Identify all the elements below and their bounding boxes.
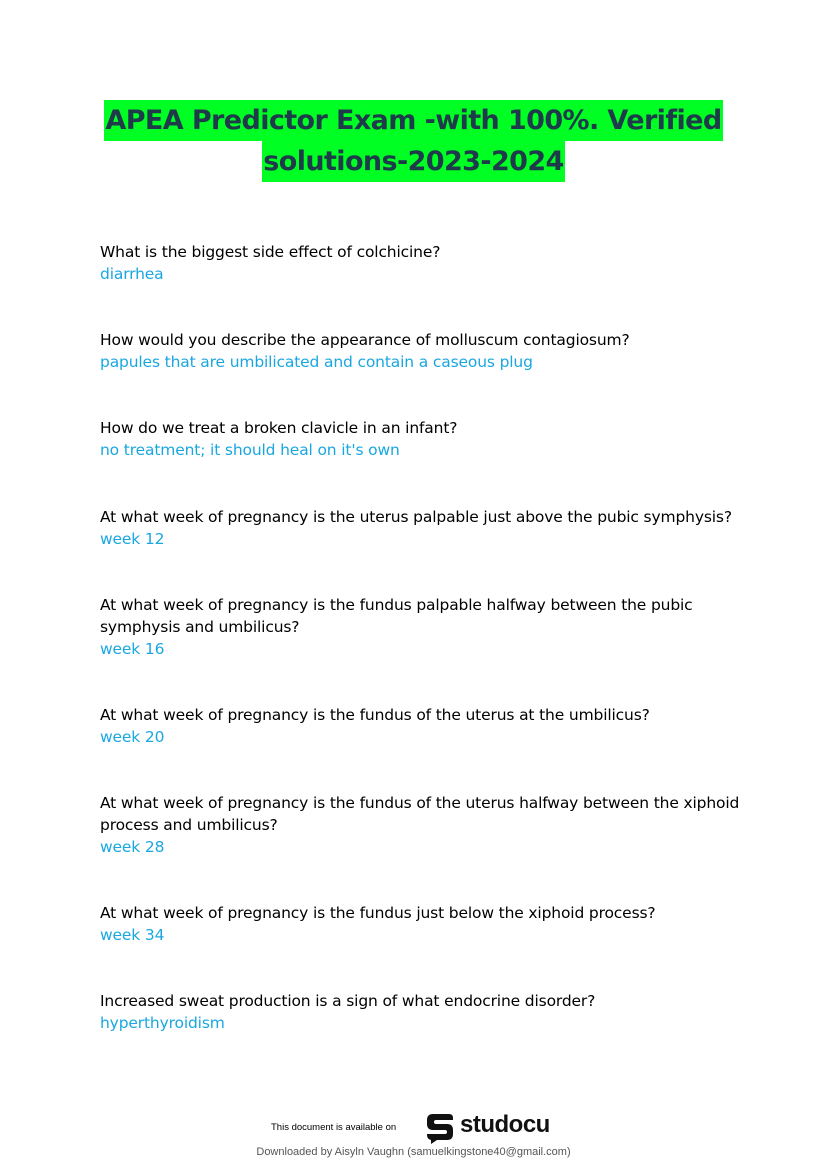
downloaded-by-text: Downloaded by Aisyln Vaughn (samuelkingstone40@gmail.com)	[256, 1146, 571, 1158]
title-line-2: solutions-2023-2024	[262, 141, 564, 182]
qa-item	[100, 417, 740, 461]
answer-text: week 28	[100, 838, 165, 856]
qa-item	[100, 594, 740, 660]
question-text: At what week of pregnancy is the fundus of the uterus halfway between the xiphoid process and umbilicus?	[100, 794, 740, 834]
page-footer	[0, 1108, 827, 1168]
question-text: At what week of pregnancy is the fundus palpable halfway between the pubic symphysis and umbilicus?	[100, 596, 693, 636]
qa-item	[100, 902, 740, 946]
question-text: How would you describe the appearance of molluscum contagiosum?	[100, 331, 630, 349]
title-line-1: APEA Predictor Exam -with 100%. Verified	[104, 100, 722, 141]
document-title	[0, 100, 827, 182]
qa-item	[100, 792, 740, 858]
question-text: At what week of pregnancy is the fundus just below the xiphoid process?	[100, 904, 656, 922]
available-on-text: This document is available on	[271, 1122, 397, 1133]
question-text: How do we treat a broken clavicle in an infant?	[100, 419, 458, 437]
answer-text: week 34	[100, 926, 165, 944]
question-text: At what week of pregnancy is the uterus palpable just above the pubic symphysis?	[100, 508, 732, 526]
qa-item	[100, 704, 740, 748]
qa-item	[100, 329, 740, 373]
answer-text: hyperthyroidism	[100, 1014, 225, 1032]
question-text: At what week of pregnancy is the fundus of the uterus at the umbilicus?	[100, 706, 650, 724]
answer-text: diarrhea	[100, 265, 164, 283]
answer-text: week 20	[100, 728, 165, 746]
studocu-brand-name[interactable]: studocu	[460, 1111, 550, 1138]
studocu-logo-icon[interactable]	[423, 1111, 457, 1145]
question-text: Increased sweat production is a sign of what endocrine disorder?	[100, 992, 596, 1010]
qa-item	[100, 990, 740, 1034]
question-text: What is the biggest side effect of colchicine?	[100, 243, 441, 261]
qa-item	[100, 506, 740, 550]
answer-text: no treatment; it should heal on it's own	[100, 441, 400, 459]
qa-item	[100, 241, 740, 285]
answer-text: papules that are umbilicated and contain a caseous plug	[100, 353, 533, 371]
answer-text: week 16	[100, 640, 165, 658]
answer-text: week 12	[100, 530, 165, 548]
